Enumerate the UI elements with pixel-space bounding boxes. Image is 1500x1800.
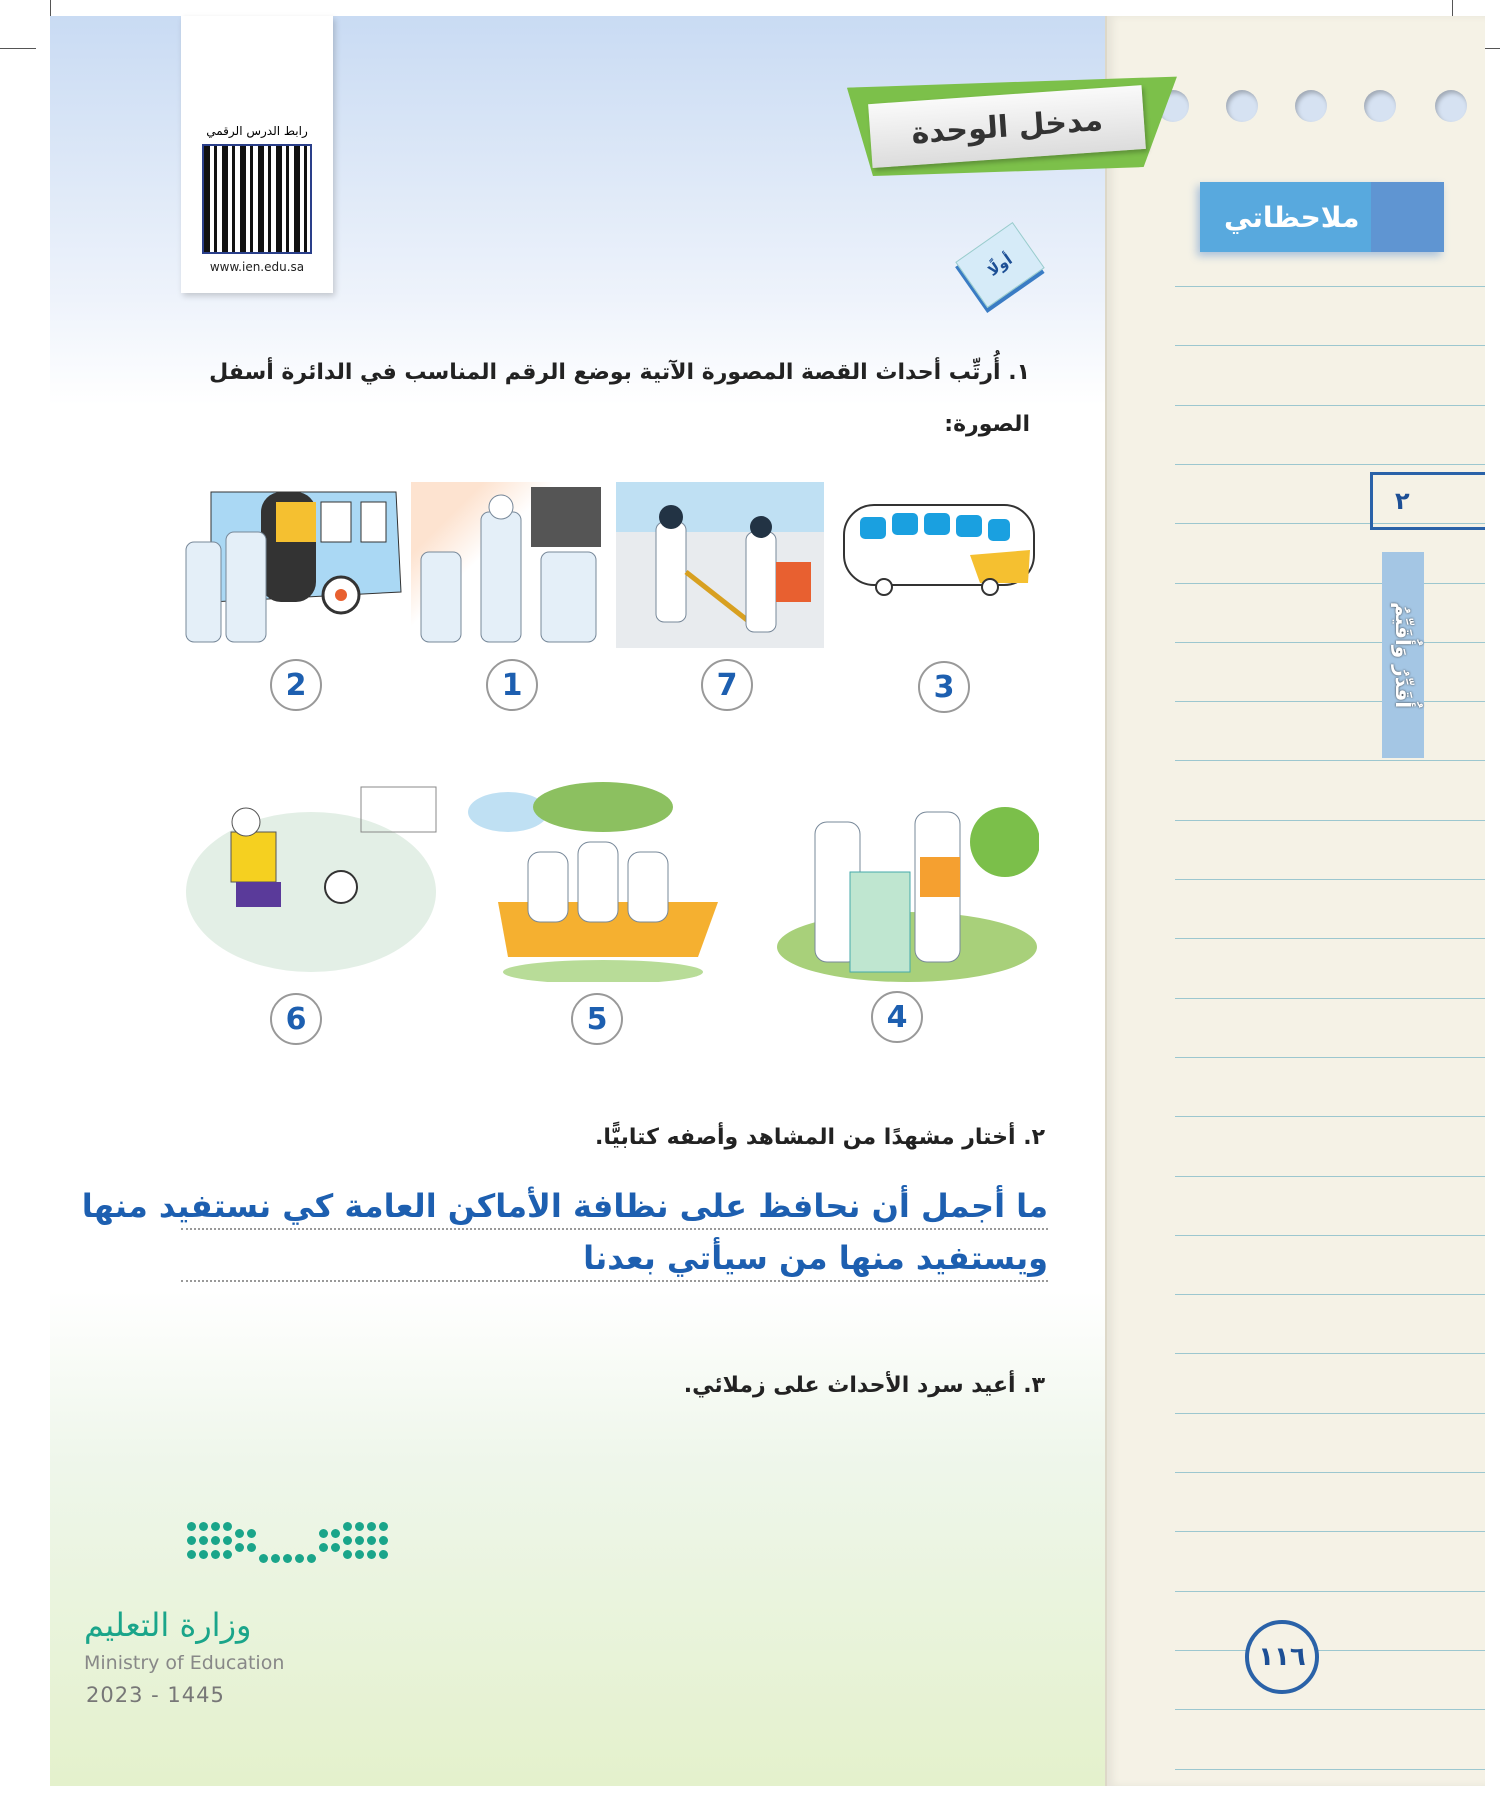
note-line (1175, 760, 1485, 761)
note-line (1175, 464, 1485, 465)
picture-bus (840, 495, 1040, 605)
notes-tab: ملاحظاتي (1200, 182, 1444, 252)
qr-label: رابط الدرس الرقمي (206, 124, 308, 138)
note-line (1175, 345, 1485, 346)
logo-dot (355, 1522, 364, 1531)
binder-hole (1364, 90, 1396, 122)
logo-dot (307, 1554, 316, 1563)
answer-circle[interactable]: 4 (871, 991, 923, 1043)
card-label: أولًا (984, 250, 1016, 280)
logo-dot (199, 1536, 208, 1545)
logo-dot (223, 1550, 232, 1559)
logo-dot (271, 1554, 280, 1563)
binder-hole (1226, 90, 1258, 122)
logo-dot (355, 1550, 364, 1559)
logo-dot (355, 1536, 364, 1545)
note-line (1175, 1294, 1485, 1295)
page-number: ١١٦ (1245, 1620, 1319, 1694)
edition-year: 2023 - 1445 (86, 1683, 225, 1707)
ministry-logo-icon (187, 1522, 397, 1586)
binder-hole (1435, 90, 1467, 122)
logo-dot (211, 1550, 220, 1559)
note-line (1175, 1591, 1485, 1592)
note-line (1175, 938, 1485, 939)
question-3: ٣. أعيد سرد الأحداث على زملائي. (683, 1373, 1045, 1398)
logo-dot (367, 1522, 376, 1531)
answer-line-1[interactable]: ما أجمل أن نحافظ على نظافة الأماكن العامة كي نستفيد منها (181, 1184, 1048, 1230)
logo-dot (235, 1529, 244, 1538)
answer-circle[interactable]: 1 (486, 659, 538, 711)
logo-dot (283, 1554, 292, 1563)
crop-mark (0, 48, 36, 49)
logo-dot (187, 1550, 196, 1559)
logo-dot (343, 1550, 352, 1559)
logo-dot (331, 1529, 340, 1538)
logo-dot (367, 1536, 376, 1545)
logo-dot (343, 1536, 352, 1545)
logo-dot (223, 1536, 232, 1545)
picture-football (181, 782, 442, 982)
logo-dot (187, 1536, 196, 1545)
qr-card[interactable] (181, 16, 333, 293)
answer-line-2[interactable]: ويستفيد منها من سيأتي بعدنا (181, 1236, 1048, 1282)
note-line (1175, 1116, 1485, 1117)
qr-url[interactable]: www.ien.edu.sa (209, 260, 305, 274)
logo-dot (247, 1529, 256, 1538)
note-line (1175, 998, 1485, 999)
logo-dot (379, 1536, 388, 1545)
picture-carpet (775, 782, 1039, 982)
logo-dot (319, 1543, 328, 1552)
values-ribbon: أُقَدِّرُ وَأُقَيِّمُ (1382, 552, 1424, 758)
qr-code-icon[interactable] (202, 144, 312, 254)
note-line (1175, 405, 1485, 406)
logo-dot (343, 1522, 352, 1531)
unit-number-box: ٢ (1370, 472, 1485, 530)
note-line (1175, 820, 1485, 821)
logo-dot (247, 1543, 256, 1552)
logo-dot (199, 1550, 208, 1559)
logo-dot (379, 1550, 388, 1559)
note-line (1175, 1057, 1485, 1058)
logo-dot (187, 1522, 196, 1531)
answer-circle[interactable]: 2 (270, 659, 322, 711)
logo-dot (259, 1554, 268, 1563)
note-line (1175, 1531, 1485, 1532)
logo-dot (331, 1543, 340, 1552)
logo-dot (199, 1522, 208, 1531)
logo-dot (367, 1550, 376, 1559)
answer-circle[interactable]: 3 (918, 661, 970, 713)
note-line (1175, 1176, 1485, 1177)
answer-circle[interactable]: 7 (701, 659, 753, 711)
question-1-cont: الصورة: (944, 412, 1030, 437)
logo-dot (211, 1522, 220, 1531)
picture-group-teacher (411, 482, 609, 648)
picture-boarding-bus (181, 482, 404, 648)
note-line (1175, 701, 1485, 702)
logo-dot (295, 1554, 304, 1563)
logo-dot (211, 1536, 220, 1545)
question-2: ٢. أختار مشهدًا من المشاهد وأصفه كتابيًّا. (595, 1125, 1045, 1150)
note-line (1175, 879, 1485, 880)
note-line (1175, 1650, 1485, 1651)
note-line (1175, 1413, 1485, 1414)
binder-hole (1295, 90, 1327, 122)
picture-cleaning (616, 482, 824, 648)
note-line (1175, 1235, 1485, 1236)
logo-dot (379, 1522, 388, 1531)
ministry-name-en: Ministry of Education (84, 1652, 285, 1674)
answer-circle[interactable]: 5 (571, 993, 623, 1045)
note-line (1175, 1769, 1485, 1770)
logo-dot (223, 1522, 232, 1531)
page-title: مدخل الوحدة (868, 85, 1146, 168)
note-line (1175, 583, 1485, 584)
notes-panel (1105, 16, 1485, 1786)
answer-circle[interactable]: 6 (270, 993, 322, 1045)
picture-picnic (468, 782, 735, 982)
question-1: ١. أُرتِّب أحداث القصة المصورة الآتية بوضع الرقم المناسب في الدائرة أسفل (209, 360, 1030, 385)
note-line (1175, 642, 1485, 643)
note-line (1175, 1472, 1485, 1473)
note-line (1175, 1353, 1485, 1354)
note-line (1175, 286, 1485, 287)
ministry-name-ar: وزارة التعليم (84, 1606, 252, 1644)
note-line (1175, 1709, 1485, 1710)
logo-dot (235, 1543, 244, 1552)
logo-dot (319, 1529, 328, 1538)
